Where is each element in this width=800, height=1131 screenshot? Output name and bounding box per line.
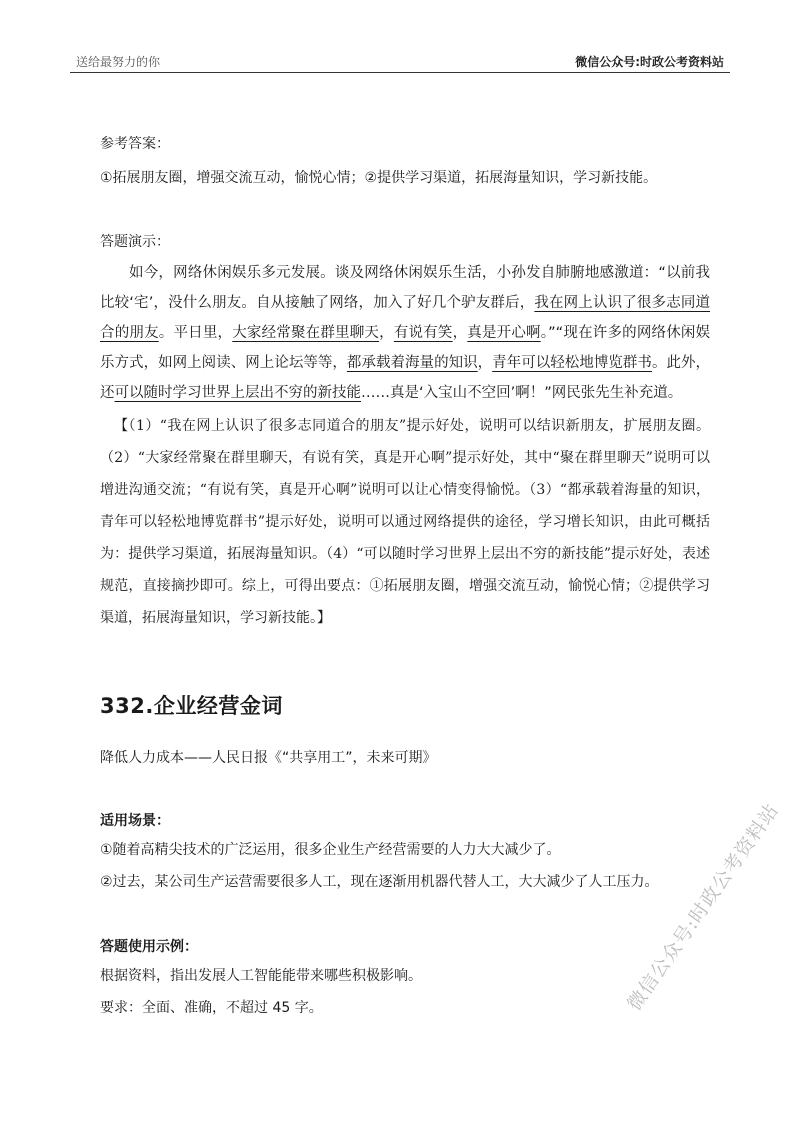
reference-answer-label: 参考答案： — [100, 136, 170, 152]
example-question: 根据资料，指出发展人工智能能带来哪些积极影响。 — [100, 968, 422, 984]
reference-answer-block — [100, 130, 710, 192]
demo-text-segment: ， — [477, 355, 493, 371]
demo-text-segment: 如今，网络休闲娱乐多元发展。谈及网络休闲娱乐生活，小孙发自肺腑地感激道：“以前我比较‘宅’，没什么朋友。自从接触了网络，加入了好几个驴友群后， — [100, 265, 710, 311]
demo-block — [100, 228, 710, 408]
underlined-phrase: 我在网上认识了很多志同道合的朋友 — [100, 295, 711, 341]
underlined-phrase: 大家经常聚在群里聊天 — [232, 325, 380, 341]
header-source: 微信公众号:时政公考资料站 — [575, 55, 724, 69]
scenario-item: ②过去，某公司生产运营需要很多人工，现在逐渐用机器代替人工，大大减少了人工压力。 — [100, 874, 659, 890]
section-subtitle: 降低人力成本——人民日报《“共享用工”，未来可期》 — [100, 750, 437, 766]
section-subtitle-block — [100, 744, 710, 772]
underlined-phrase: 有说有笑 — [393, 325, 453, 341]
example-label: 答题使用示例： — [100, 939, 198, 955]
underlined-phrase: 都承载着海量的知识 — [346, 355, 478, 371]
watermark: 微信公众号:时政公考资料站 — [623, 799, 784, 1015]
underlined-phrase: 可以随时学习世界上层出不穷的新技能 — [114, 385, 361, 401]
reference-answer-text: ①拓展朋友圈，增强交流互动，愉悦心情；②提供学习渠道，拓展海量知识，学习新技能。 — [100, 170, 658, 186]
example-block — [100, 936, 710, 1022]
demo-label: 答题演示： — [100, 234, 170, 250]
demo-text-segment: 。此外，还 — [100, 355, 711, 401]
example-requirement: 要求：全面、准确，不超过 45 字。 — [100, 1000, 323, 1016]
analysis-paragraph: 【（1）“我在网上认识了很多志同道合的朋友”提示好处，说明可以结识新朋友，扩展朋友圈。（2）“大家经常聚在群里聊天，有说有笑，真是开心啊”提示好处，其中“聚在群里聊天”说明可以增进沟通交流；“有说有笑，真是开心啊”说明可以让心情变得愉悦。（3）“都承载着海量的知识，青年可以轻松地博览群书”提示好处，说明可以通过网络提供的途径，学习增长知识，由此可概括为：提供学习渠道，拓展海量知识。（4）“可以随时学习世界上层出不穷的新技能”提示好处，表述规范，直接摘抄即可。综上，可得出要点：①拓展朋友圈，增强交流互动，愉悦心情；②提供学习渠道，拓展海量知识，学习新技能。】 — [100, 418, 710, 626]
underlined-phrase: 青年可以轻松地博览群书 — [492, 355, 652, 371]
scenarios-block — [100, 810, 710, 896]
underlined-phrase: 真是开心啊 — [467, 325, 541, 341]
analysis-block — [100, 410, 710, 634]
demo-text-segment: 。”“现在许多的网络休闲娱乐方式，如网上阅读、网上论坛等等， — [100, 325, 711, 371]
header-slogan: 送给最努力的你 — [76, 55, 161, 69]
scenarios-label: 适用场景： — [100, 813, 170, 829]
scenario-item: ①随着高精尖技术的广泛运用，很多企业生产经营需要的人力大大减少了。 — [100, 842, 561, 858]
demo-text-segment: ……真是‘入宝山不空回’啊！”网民张先生补充道。 — [361, 385, 683, 401]
page-header — [70, 50, 730, 73]
demo-text-segment: ， — [379, 325, 394, 341]
section-title: 332.企业经营金词 — [100, 694, 283, 718]
demo-paragraph — [100, 258, 710, 408]
demo-text-segment: 。平日里， — [158, 325, 233, 341]
demo-text-segment: ， — [452, 325, 468, 341]
